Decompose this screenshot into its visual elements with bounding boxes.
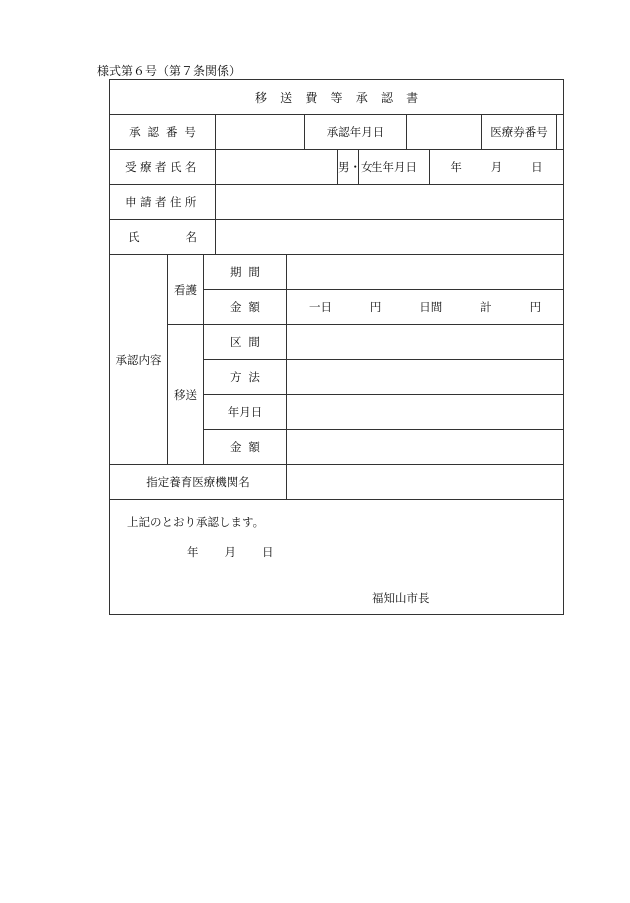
approval-no-label: 承認番号 [129,125,203,139]
name-field[interactable] [216,220,564,255]
footer-day-label: 日 [262,545,274,559]
medical-ticket-label: 医療券番号 [482,115,557,149]
approval-date-label: 承認年月日 [305,115,407,150]
medical-ticket-cell [482,115,564,150]
approval-contents-label: 承認内容 [110,255,168,465]
institution-label: 指定養育医療機関名 [110,465,287,500]
transfer-date-label: 年月日 [204,395,287,430]
birthdate-label: 生年月日 [359,150,430,185]
nursing-period-field[interactable] [287,255,564,290]
birth-year-label: 年 [450,160,462,174]
nursing-amount-label: 金額 [230,300,267,314]
yen-total-label: 円 [529,300,542,314]
transfer-method-label-cell [204,360,287,395]
nursing-label: 看護 [168,255,204,325]
patient-name-label-cell [110,150,216,185]
name-label-cell [110,220,216,255]
applicant-address-label-cell [110,185,216,220]
transfer-amount-label: 金額 [230,440,267,454]
nursing-period-label: 期間 [230,265,267,279]
gender-cell[interactable] [338,150,373,185]
per-day-label: 一日 [309,300,332,314]
nursing-period-label-cell [204,255,287,290]
days-label: 日間 [419,300,443,314]
approval-statement: 上記のとおり承認します。 [127,515,265,529]
mayor-signature: 福知山市長 [372,591,430,605]
nursing-amount-field[interactable] [287,290,564,325]
form-title-cell [110,80,564,115]
patient-name-field[interactable] [216,150,338,185]
approval-date-field[interactable] [407,115,482,150]
transfer-amount-label-cell [204,430,287,465]
footer-year-label: 年 [187,545,199,559]
yen-label: 円 [369,300,382,314]
birth-month-label: 月 [490,160,503,174]
approval-statement-cell [110,500,564,615]
name-label-first: 氏 [128,230,140,244]
nursing-amount-label-cell [204,290,287,325]
name-label-second: 名 [185,230,197,244]
gender-label: 男・女 [338,160,373,174]
total-label: 計 [480,300,492,314]
institution-field[interactable] [287,465,564,500]
patient-name-label: 受療者氏名 [125,160,200,174]
transfer-section-label-cell [204,325,287,360]
form-number: 様式第６号（第７条関係） [97,64,242,78]
footer-month-label: 月 [224,545,236,559]
form-title: 移送費等承認書 [254,90,432,105]
birthdate-field[interactable] [430,150,564,185]
birth-day-label: 日 [531,160,543,174]
approval-date-line [187,544,274,560]
approval-no-label-cell [110,115,216,150]
applicant-address-label: 申請者住所 [125,195,200,209]
transfer-amount-field[interactable] [287,430,564,465]
transfer-method-field[interactable] [287,360,564,395]
approval-form-table [109,79,564,615]
applicant-address-field[interactable] [216,185,564,220]
transfer-section-field[interactable] [287,325,564,360]
transfer-label: 移送 [168,325,204,465]
approval-no-field[interactable] [216,115,305,150]
transfer-method-label: 方法 [230,370,267,384]
transfer-section-label: 区間 [230,335,267,349]
transfer-date-field[interactable] [287,395,564,430]
